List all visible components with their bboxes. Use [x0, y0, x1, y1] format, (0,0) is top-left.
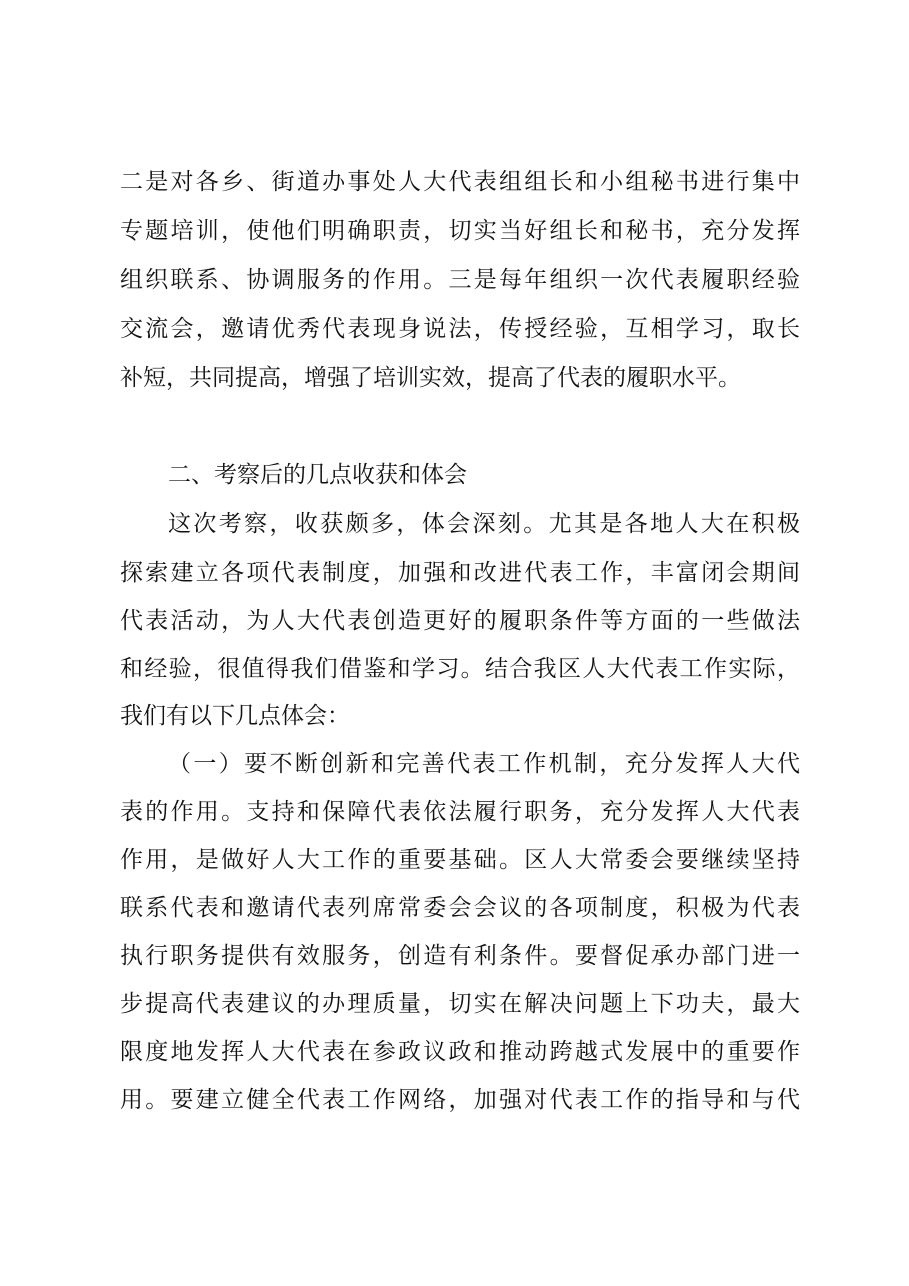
paragraph-3-line-3: 作用，是做好人大工作的重要基础。区人大常委会要继续坚持: [120, 847, 800, 873]
paragraph-2-line-4: 和经验，很值得我们借鉴和学习。结合我区人大代表工作实际，: [120, 656, 800, 682]
section-heading: 二、考察后的几点收获和体会: [168, 462, 467, 488]
paragraph-1-line-5: 补短，共同提高，增强了培训实效，提高了代表的履职水平。: [120, 365, 741, 391]
paragraph-3-line-8: 用。要建立健全代表工作网络，加强对代表工作的指导和与代: [120, 1087, 800, 1113]
paragraph-3-line-7: 限度地发挥人大代表在参政议政和推动跨越式发展中的重要作: [120, 1039, 800, 1065]
paragraph-1-line-2: 专题培训，使他们明确职责，切实当好组长和秘书，充分发挥: [120, 218, 800, 244]
paragraph-2-line-3: 代表活动，为人大代表创造更好的履职条件等方面的一些做法: [120, 608, 800, 634]
paragraph-3-line-1: （一）要不断创新和完善代表工作机制，充分发挥人大代: [168, 751, 800, 777]
paragraph-1-line-3: 组织联系、协调服务的作用。三是每年组织一次代表履职经验: [120, 267, 800, 293]
paragraph-2-line-1: 这次考察，收获颇多，体会深刻。尤其是各地人大在积极: [168, 511, 800, 537]
paragraph-2-line-2: 探索建立各项代表制度，加强和改进代表工作，丰富闭会期间: [120, 560, 800, 586]
paragraph-2-line-5: 我们有以下几点体会：: [120, 703, 350, 729]
paragraph-1-line-1: 二是对各乡、街道办事处人大代表组组长和小组秘书进行集中: [120, 169, 800, 195]
paragraph-3-line-2: 表的作用。支持和保障代表依法履行职务，充分发挥人大代表: [120, 799, 800, 825]
paragraph-3-line-6: 步提高代表建议的办理质量，切实在解决问题上下功夫，最大: [120, 991, 800, 1017]
paragraph-3-line-5: 执行职务提供有效服务，创造有利条件。要督促承办部门进一: [120, 943, 800, 969]
paragraph-1-line-4: 交流会，邀请优秀代表现身说法，传授经验，互相学习，取长: [120, 316, 800, 342]
paragraph-3-line-4: 联系代表和邀请代表列席常委会会议的各项制度，积极为代表: [120, 895, 800, 921]
